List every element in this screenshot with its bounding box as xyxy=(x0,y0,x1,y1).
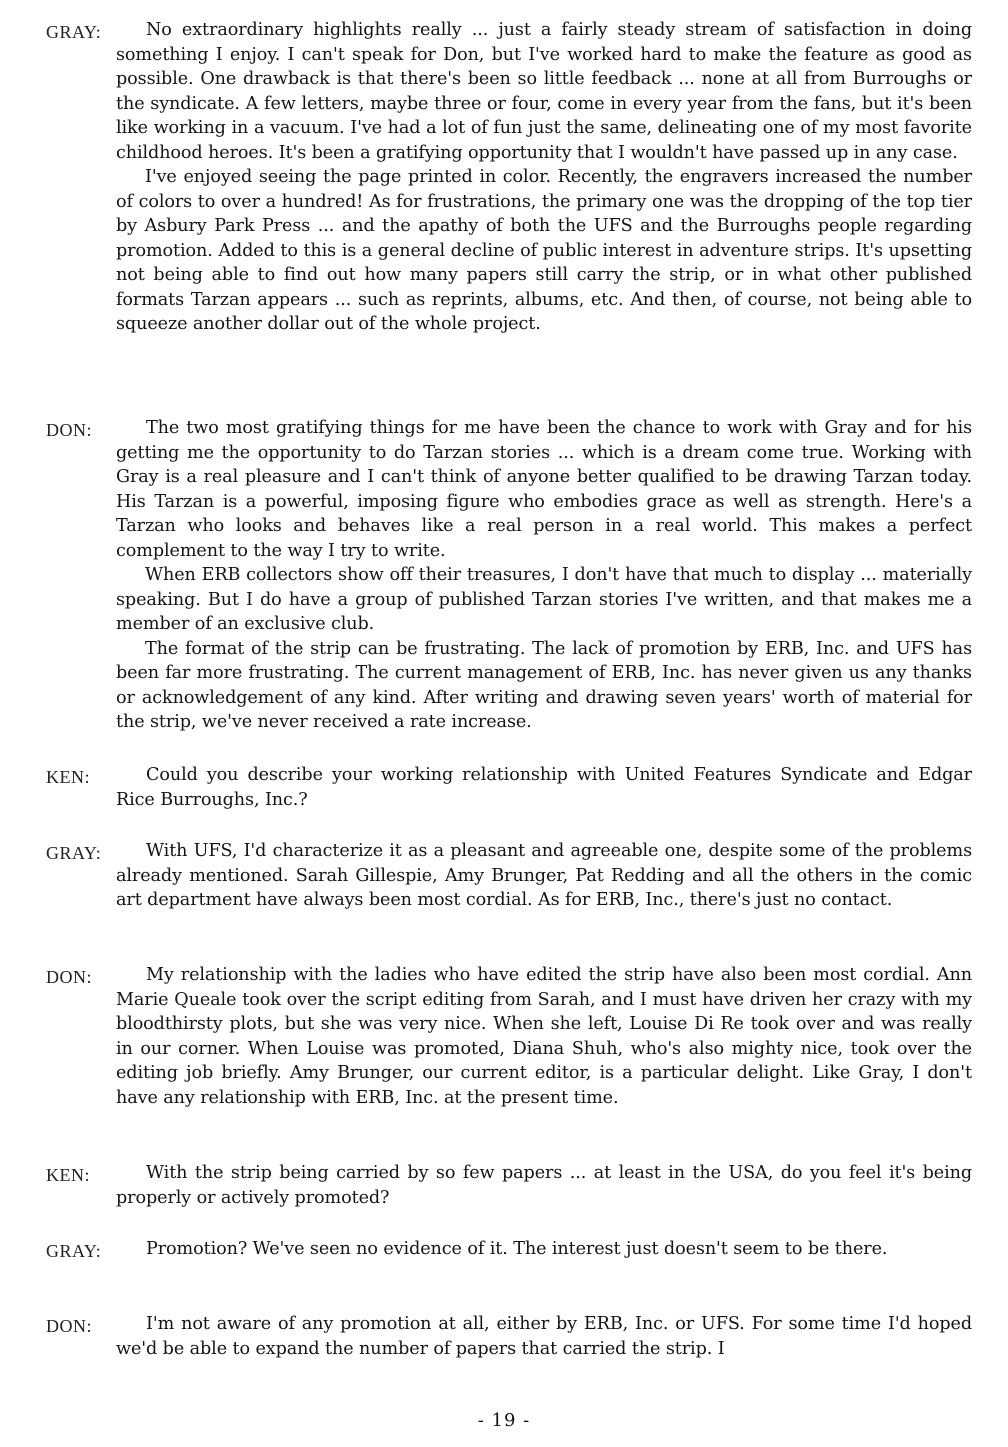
paragraph: With UFS, I'd characterize it as a pleasant and agreeable one, despite some of the problems already mentioned. Sarah Gillespie, Amy Brunger, Pat Redding and all the others in the comic art department have always been most cordial. As for ERB, Inc., there's just no contact. xyxy=(116,841,972,910)
answer-text xyxy=(116,1237,972,1262)
speaker-label: DON: xyxy=(46,420,92,440)
paragraph: Could you describe your working relationship with United Features Syndicate and Edgar Rice Burroughs, Inc.? xyxy=(116,765,972,810)
paragraph: The two most gratifying things for me have been the chance to work with Gray and for his getting me the opportunity to do Tarzan stories ... which is a dream come true. Working with Gray is a real pleasure and I can't think of anyone better qualified to be drawing Tarzan today. His Tarzan is a powerful, imposing figure who embodies grace as well as strength. Here's a Tarzan who looks and behaves like a real person in a real world. This makes a perfect complement to the way I try to write. xyxy=(116,418,972,561)
paragraph: I've enjoyed seeing the page printed in color. Recently, the engravers increased the number of colors to over a hundred! As for frustrations, the primary one was the dropping of the top tier by Asbury Park Press ... and the apathy of both the UFS and the Burroughs people regarding promotion. Added to this is a general decline of public interest in adventure strips. It's upsetting not being able to find out how many papers still carry the strip, or in what other published formats Tarzan appears ... such as reprints, albums, etc. And then, of course, not being able to squeeze another dollar out of the whole project. xyxy=(116,167,972,334)
answer-text xyxy=(116,416,972,735)
interview-entry xyxy=(46,963,972,1110)
paragraph: No extraordinary highlights really ... just a fairly steady stream of satisfaction in doing something I enjoy. I can't speak for Don, but I've worked hard to make the feature as good as possible. One drawback is that there's been so little feedback ... none at all from Burroughs or the syndicate. A few letters, maybe three or four, come in every year from the fans, but it's been like working in a vacuum. I've had a lot of fun just the same, delineating one of my most favorite childhood heroes. It's been a gratifying opportunity that I wouldn't have passed up in any case. xyxy=(116,20,972,163)
answer-text xyxy=(116,1312,972,1361)
speaker-label: GRAY: xyxy=(46,22,102,42)
answer-text xyxy=(116,839,972,913)
answer-text xyxy=(116,963,972,1110)
interview-entry xyxy=(46,763,972,812)
speaker-label: DON: xyxy=(46,967,92,987)
interview-entry xyxy=(46,416,972,735)
interview-entry xyxy=(46,839,972,913)
paragraph: With the strip being carried by so few papers ... at least in the USA, do you feel it's being properly or actively promoted? xyxy=(116,1163,972,1208)
speaker-label: GRAY: xyxy=(46,1241,102,1261)
paragraph: My relationship with the ladies who have edited the strip have also been most cordial. Ann Marie Queale took over the script editing from Sarah, and I must have driven her crazy with my bloodthirsty plots, but she was very nice. When she left, Louise Di Re took over and was really in our corner. When Louise was promoted, Diana Shuh, who's also mighty nice, took over the editing job briefly. Amy Brunger, our current editor, is a particular delight. Like Gray, I don't have any relationship with ERB, Inc. at the present time. xyxy=(116,965,972,1108)
question-text xyxy=(116,763,972,812)
paragraph: When ERB collectors show off their treasures, I don't have that much to display ... materially speaking. But I do have a group of published Tarzan stories I've written, and that makes me a member of an exclusive club. xyxy=(116,565,972,634)
interview-entry xyxy=(46,1161,972,1210)
speaker-label: GRAY: xyxy=(46,843,102,863)
speaker-label: DON: xyxy=(46,1316,92,1336)
speaker-label: KEN: xyxy=(46,1165,90,1185)
interview-entry xyxy=(46,1312,972,1361)
paragraph: Promotion? We've seen no evidence of it. The interest just doesn't seem to be there. xyxy=(146,1239,888,1259)
interview-entry xyxy=(46,1237,972,1262)
paragraph: The format of the strip can be frustrating. The lack of promotion by ERB, Inc. and UFS has been far more frustrating. The current management of ERB, Inc. has never given us any thanks or acknowledgement of any kind. After writing and drawing seven years' worth of material for the strip, we've never received a rate increase. xyxy=(116,638,972,732)
page-number: - 19 - xyxy=(477,1410,531,1431)
paragraph: I'm not aware of any promotion at all, either by ERB, Inc. or UFS. For some time I'd hoped we'd be able to expand the number of papers that carried the strip. I xyxy=(116,1314,972,1359)
speaker-label: KEN: xyxy=(46,767,90,787)
interview-entry xyxy=(46,18,972,337)
answer-text xyxy=(116,18,972,337)
question-text xyxy=(116,1161,972,1210)
